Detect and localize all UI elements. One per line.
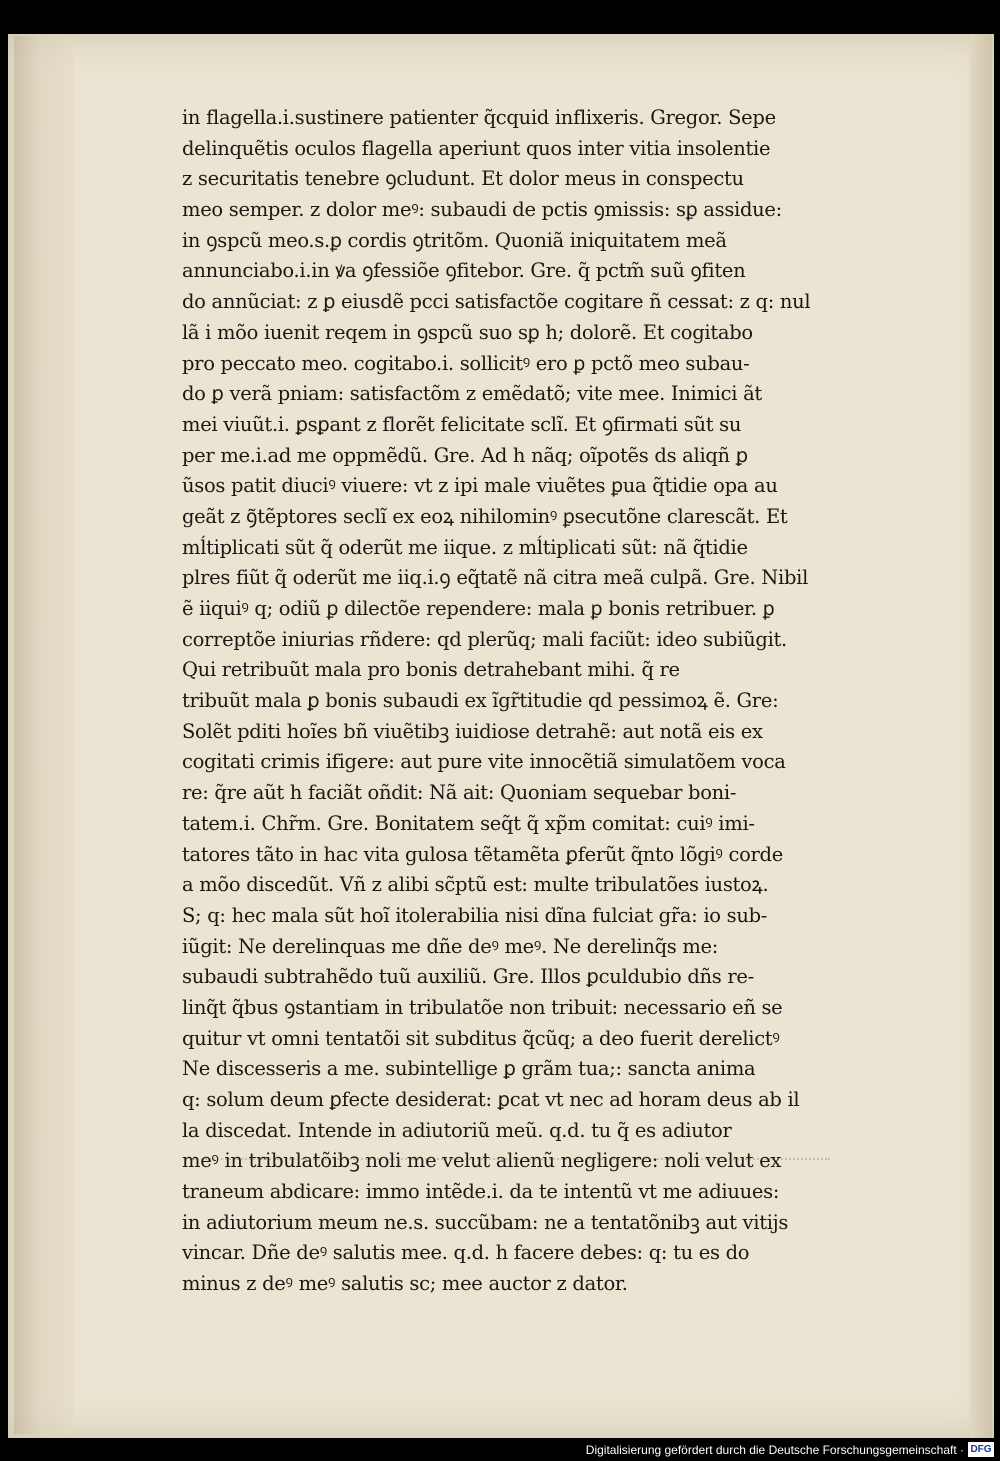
text-line: tatem.i. Chr̃m. Gre. Bonitatem seq̃t q̃ xp̃m comitat: cuiꝰ imi-	[182, 811, 755, 835]
text-line: cogitati crimis ifigere: aut pure vite innocẽtiã simulatõem voca	[182, 750, 786, 774]
text-line: do ꝑ verã pniam: satisfactõm z emẽdatõ; vite mee. Inimici ãt	[182, 382, 762, 406]
text-line: Solẽt pditi hoĩes bñ viuẽtibꝫ iuidiose detrahẽ: aut notã eis ex	[182, 719, 763, 743]
text-line: tatores tãto in hac vita gulosa tẽtamẽta ꝑferũt q̃nto lõgiꝰ corde	[182, 842, 783, 866]
text-line: do annũciat: z ꝑ eiusdẽ pcci satisfactõe cogitare ñ cessat: z q: nul	[182, 290, 811, 314]
page-right-edge	[970, 34, 992, 1438]
text-line: Qui retribuũt mala pro bonis detrahebant mihi. q̃ re	[182, 658, 680, 682]
text-line: plres fiũt q̃ oderũt me iiq.i.ꝯ eq̃tatẽ nã citra meã culpã. Gre. Nibil	[182, 566, 809, 590]
text-line: delinquẽtis oculos flagella aperiunt quos inter vitia insolentie	[182, 136, 771, 160]
text-line: quitur vt omni tentatõi sit subditus q̃cũq; a deo fuerit derelictꝰ	[182, 1026, 780, 1050]
page-stack-edge	[14, 36, 74, 1434]
text-line: S; q: hec mala sũt hoĩ itolerabilia nisi dĩna fulciat gr̃a: io sub-	[182, 903, 768, 927]
text-line: z securitatis tenebre ꝯcludunt. Et dolor meus in conspectu	[182, 167, 744, 191]
text-line: meꝰ in tribulatõibꝫ noli me velut alienũ negligere: noli velut ex	[182, 1149, 782, 1173]
text-column	[182, 103, 852, 1300]
footer-bar	[0, 1438, 1000, 1461]
text-line: geãt z ꝯ̃tẽptores seclĩ ex eoꝝ nihilominꝰ ꝑsecutõne clarescãt. Et	[182, 504, 788, 528]
text-line: correptõe iniurias rñdere: qd plerũq; mali faciũt: ideo subiũgit.	[182, 627, 787, 651]
text-line: per me.i.ad me oppmẽdũ. Gre. Ad h nãq; oĩpotẽs ds aliqñ ꝑ	[182, 443, 748, 467]
text-line: linq̃t q̃bus ꝯstantiam in tribulatõe non tribuit: necessario eñ se	[182, 995, 783, 1019]
dfg-logo: DFG	[968, 1442, 994, 1457]
funding-credit: Digitalisierung gefördert durch die Deutsche Forschungsgemeinschaft ·	[585, 1442, 964, 1457]
text-line: q: solum deum ꝑfecte desiderat: ꝑcat vt nec ad horam deus ab il	[182, 1088, 800, 1111]
text-line: meo semper. z dolor meꝰ: subaudi de pctis ꝯmissis: sꝑ assidue:	[182, 198, 782, 222]
text-line: in flagella.i.sustinere patienter q̃cquid inflixeris. Gregor. Sepe	[182, 106, 776, 129]
text-line: Ne discesseris a me. subintellige ꝑ grãm tua;: sancta anima	[182, 1057, 756, 1081]
text-line: subaudi subtrahẽdo tuũ auxiliũ. Gre. Illos ꝑculdubio dñs re-	[182, 965, 754, 989]
text-line: vincar. Dñe deꝰ salutis mee. q.d. h facere debes: q: tu es do	[182, 1241, 750, 1265]
text-line: ũsos patit diuciꝰ viuere: vt z ipi male viuẽtes ꝑua q̃tidie opa au	[182, 474, 778, 498]
page-bottom-marks	[190, 1158, 830, 1168]
text-line: traneum abdicare: immo intẽde.i. da te intentũ vt me adiuues:	[182, 1180, 780, 1204]
text-line: lã i mõo iuenit reqem in ꝯspcũ suo sꝑ h; dolorẽ. Et cogitabo	[182, 320, 753, 344]
text-line: la discedat. Intende in adiutoriũ meũ. q.d. tu q̃ es adiutor	[182, 1118, 732, 1142]
text-line: re: q̃re aũt h faciãt oñdit: Nã ait: Quoniam sequebar boni-	[182, 781, 737, 805]
text-line: mei viuũt.i. ꝑsꝑant z florẽt felicitate sclĩ. Et ꝯfirmati sũt su	[182, 412, 742, 436]
text-line: pro peccato meo. cogitabo.i. sollicitꝰ ero ꝑ pctõ meo subau-	[182, 351, 750, 375]
text-line: iũgit: Ne derelinquas me dñe deꝰ meꝰ. Ne derelinq̃s me:	[182, 934, 719, 958]
text-line: minus z deꝰ meꝰ salutis sc; mee auctor z dator.	[182, 1272, 628, 1296]
text-line: mĺtiplicati sũt q̃ oderũt me iique. z mĺtiplicati sũt: nã q̃tidie	[182, 535, 748, 559]
text-line: annunciabo.i.in ꝟa ꝯfessiõe ꝯfitebor. Gre. q̃ pctm̃ suũ ꝯfiten	[182, 259, 746, 283]
text-line: in adiutorium meum ne.s. succũbam: ne a tentatõnibꝫ aut vitijs	[182, 1210, 789, 1234]
text-line: ẽ iiquiꝰ q; odiũ ꝑ dilectõe rependere: mala ꝑ bonis retribuer. ꝑ	[182, 597, 775, 620]
text-line: a mõo discedũt. Vñ z alibi sc̃ptũ est: multe tribulatões iustoꝝ.	[182, 873, 769, 897]
text-line: tribuũt mala ꝑ bonis subaudi ex ĩgr̃titudie qd pessimoꝝ ẽ. Gre:	[182, 689, 779, 713]
text-line: in ꝯspcũ meo.s.ꝑ cordis ꝯtritõm. Quoniã iniquitatem meã	[182, 228, 727, 252]
